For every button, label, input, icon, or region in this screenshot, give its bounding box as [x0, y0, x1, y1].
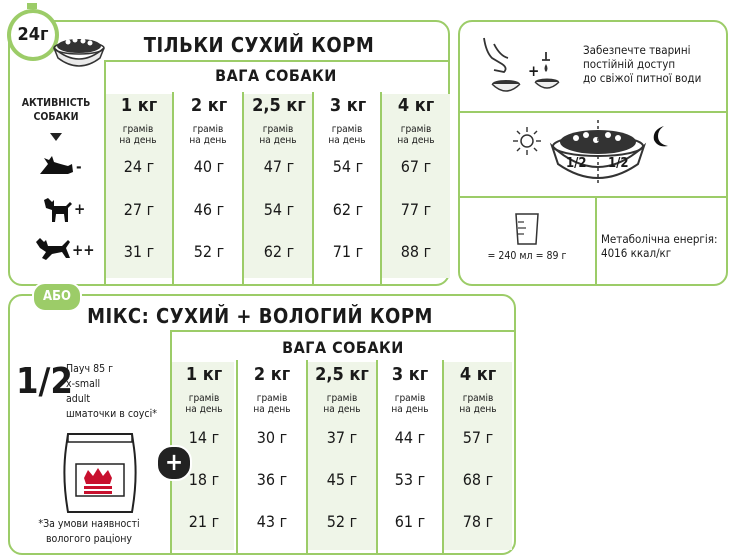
mix-cell: 14 г: [188, 428, 220, 447]
half-left: 1/2: [566, 156, 587, 171]
mix-cell: 61 г: [394, 512, 426, 531]
dry-cell: 54 г: [263, 200, 295, 219]
down-arrow-icon: [50, 133, 62, 141]
mix-cell: 68 г: [462, 470, 494, 489]
info-divider: [595, 197, 597, 284]
pouch-line: Пауч 85 г: [66, 363, 114, 375]
dry-cell: 54 г: [332, 157, 364, 176]
dry-weight-header: ВАГА СОБАКИ: [215, 66, 337, 85]
mix-cell: 78 г: [462, 512, 494, 531]
info-divider: [460, 111, 726, 113]
energy-line: Метаболічна енергія:: [601, 232, 718, 246]
dry-cell: 47 г: [263, 157, 295, 176]
moon-icon: [650, 124, 670, 150]
plus-icon: +: [528, 62, 540, 80]
mix-fraction: 1/2: [16, 361, 73, 402]
pouch-line: x-small: [66, 378, 101, 390]
dry-weight: 1 кг: [120, 95, 158, 116]
mix-cell: 30 г: [256, 428, 288, 447]
mix-cell: 37 г: [326, 428, 358, 447]
half-right: 1/2: [608, 156, 629, 171]
dry-gpd: грамів на день: [328, 124, 366, 146]
dry-weight: 2 кг: [190, 95, 228, 116]
dry-weight: 4 кг: [397, 95, 435, 116]
dry-cell: 77 г: [400, 200, 432, 219]
measuring-cup-icon: [512, 210, 542, 246]
dry-cell: 40 г: [193, 157, 225, 176]
dry-cell: 27 г: [123, 200, 155, 219]
dry-weight: 2,5 кг: [252, 95, 306, 116]
dry-cell: 71 г: [332, 242, 364, 261]
mix-cell: 44 г: [394, 428, 426, 447]
dry-weight: 3 кг: [329, 95, 367, 116]
dog-standing-icon: [40, 196, 74, 224]
dry-cell: 62 г: [263, 242, 295, 261]
timer-value: 24г: [17, 24, 49, 45]
water-line: до свіжої питної води: [583, 71, 702, 85]
royal-canin-logo-icon: [78, 468, 118, 498]
cup-text: = 240 мл = 89 г: [487, 250, 567, 262]
dry-cell: 24 г: [123, 157, 155, 176]
dog-lying-icon: [38, 154, 76, 178]
mix-cell: 57 г: [462, 428, 494, 447]
activity-level-low: -: [76, 158, 82, 176]
mix-cell: 43 г: [256, 512, 288, 531]
mix-weight: 1 кг: [185, 364, 223, 385]
energy-text: [601, 232, 727, 260]
dry-cell: 62 г: [332, 200, 364, 219]
plus-sign: +: [164, 448, 184, 476]
sun-icon: [512, 126, 542, 156]
water-line: постійній доступ: [583, 57, 676, 71]
activity-label: АКТИВНІСТЬ СОБАКИ: [21, 97, 91, 123]
split-bowl-icon: [548, 118, 648, 190]
dog-running-icon: [34, 236, 74, 264]
activity-level-high: ++: [72, 241, 95, 259]
dry-bowl-icon: [50, 30, 108, 70]
mix-gpd: грамів на день: [391, 393, 429, 415]
mix-gpd: грамів на день: [459, 393, 497, 415]
mix-weight: 2 кг: [253, 364, 291, 385]
water-text: [583, 43, 725, 85]
info-divider: [460, 196, 726, 198]
dry-header-line: [104, 60, 448, 62]
mix-header-line: [170, 330, 514, 332]
mix-weight-header: ВАГА СОБАКИ: [282, 338, 404, 357]
dry-gpd: грамів на день: [259, 124, 297, 146]
water-line: Забезпечте тварині: [583, 43, 691, 57]
mix-gpd: грамів на день: [185, 393, 223, 415]
footnote: [14, 517, 164, 547]
mix-cell: 18 г: [188, 470, 220, 489]
dry-gpd: грамів на день: [189, 124, 227, 146]
dry-title: ТІЛЬКИ СУХИЙ КОРМ: [143, 33, 375, 57]
dry-gpd: грамів на день: [119, 124, 157, 146]
mix-gpd: грамів на день: [323, 393, 361, 415]
dry-cell: 31 г: [123, 242, 155, 261]
energy-line: 4016 ккал/кг: [601, 246, 672, 260]
mix-cell: 53 г: [394, 470, 426, 489]
hand-bowl-icon: [476, 34, 536, 100]
footnote-line: *За умови наявності: [38, 518, 140, 530]
or-badge-label: АБО: [43, 289, 71, 304]
footnote-line: вологого раціону: [45, 533, 133, 545]
pouch-line: шматочки в соусі*: [66, 408, 157, 420]
pouch-line: adult: [66, 393, 91, 405]
mix-gpd: грамів на день: [253, 393, 291, 415]
water-bowl-icon: [532, 50, 562, 96]
mix-weight: 3 кг: [391, 364, 429, 385]
dry-gpd: грамів на день: [397, 124, 435, 146]
mix-cell: 45 г: [326, 470, 358, 489]
dry-cell: 67 г: [400, 157, 432, 176]
mix-cell: 36 г: [256, 470, 288, 489]
mix-title: МІКС: СУХИЙ + ВОЛОГИЙ КОРМ: [87, 304, 433, 328]
mix-cell: 21 г: [188, 512, 220, 531]
mix-weight: 4 кг: [459, 364, 497, 385]
mix-weight: 2,5 кг: [315, 364, 369, 385]
dry-cell: 46 г: [193, 200, 225, 219]
mix-cell: 52 г: [326, 512, 358, 531]
dry-cell: 88 г: [400, 242, 432, 261]
activity-level-medium: +: [74, 200, 86, 218]
dry-cell: 52 г: [193, 242, 225, 261]
pouch-text: [66, 362, 170, 422]
